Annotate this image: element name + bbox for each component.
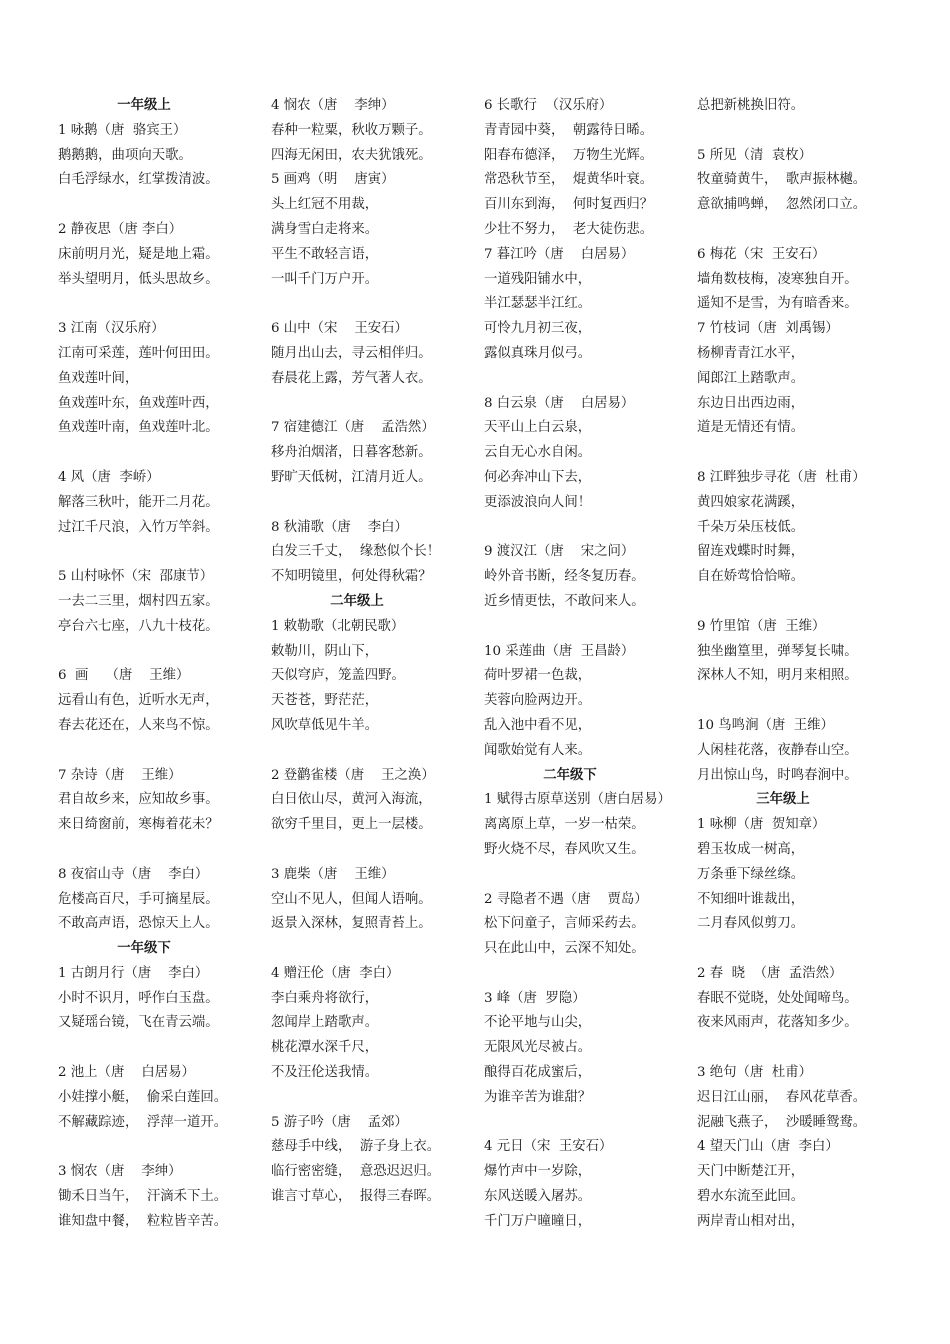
column-2 [271, 94, 481, 1210]
poem-line: 欲穷千里目，更上一层楼。 [271, 817, 432, 833]
poem-line: 迟日江山丽， 春风花草香。 [697, 1089, 867, 1105]
poem-line: 9 竹里馆（唐 王维） [697, 618, 826, 634]
poem-line: 更添波浪向人间！ [484, 494, 592, 510]
poem-line: 近乡情更怯，不敢问来人。 [484, 593, 645, 609]
poem-line: 泥融飞燕子， 沙暖睡鸳鸯。 [697, 1114, 867, 1130]
poem-line: 7 暮江吟（唐 白居易） [484, 246, 635, 262]
spacer-line [58, 838, 268, 863]
poem-line: 鱼戏莲叶南，鱼戏莲叶北。 [58, 420, 219, 436]
poem-line: 3 江南（汉乐府） [58, 321, 165, 337]
spacer-line [697, 441, 907, 466]
poem-line: 春种一粒粟，秋收万颗子。 [271, 122, 432, 138]
poem-line: 遥知不是雪，为有暗香来。 [697, 296, 858, 312]
poem-line: 杨柳青青江水平， [697, 345, 805, 361]
spacer-line [58, 292, 268, 317]
poem-line: 不解藏踪迹， 浮萍一道开。 [58, 1114, 228, 1130]
poem-line: 白发三千丈， 缘愁似个长！ [271, 544, 441, 560]
spacer-line [271, 838, 481, 863]
poem-line: 李白乘舟将欲行， [271, 990, 379, 1006]
grade-heading: 一年级上 [117, 98, 171, 113]
poem-line: 4 风（唐 李峤） [58, 469, 160, 485]
poem-line: 4 悯农（唐 李绅） [271, 98, 395, 113]
poem-line: 危楼高百尺，手可摘星辰。 [58, 891, 219, 907]
poem-line: 总把新桃换旧符。 [697, 98, 805, 113]
poem-line: 何必奔冲山下去， [484, 469, 592, 485]
poem-line: 半江瑟瑟半江红。 [484, 296, 592, 312]
poem-line: 3 绝句（唐 杜甫） [697, 1065, 813, 1081]
poem-line: 芙蓉向脸两边开。 [484, 693, 592, 709]
poem-line: 8 江畔独步寻花（唐 杜甫） [697, 469, 866, 485]
poem-line: 露似真珠月似弓。 [484, 345, 592, 361]
poem-line: 6 山中（宋 王安石） [271, 321, 408, 337]
poem-line: 4 元日（宋 王安石） [484, 1139, 613, 1155]
poem-line: 5 画鸡（明 唐寅） [271, 172, 395, 188]
poem-line: 小娃撑小艇， 偷采白莲回。 [58, 1089, 228, 1105]
poem-line: 2 登鹳雀楼（唐 王之涣） [271, 767, 435, 783]
spacer-line [697, 218, 907, 243]
poem-line: 2 池上（唐 白居易） [58, 1065, 195, 1081]
poem-line: 四海无闲田，农夫犹饿死。 [271, 147, 432, 163]
poem-line: 随月出山去，寻云相伴归。 [271, 345, 432, 361]
poem-line: 白毛浮绿水，红掌拨清波。 [58, 172, 219, 188]
spacer-line [271, 937, 481, 962]
poem-line: 床前明月光，疑是地上霜。 [58, 246, 219, 262]
poem-line: 3 峰（唐 罗隐） [484, 990, 586, 1006]
poem-line: 又疑瑶台镜，飞在青云端。 [58, 1015, 219, 1031]
poem-line: 远看山有色，近听水无声， [58, 693, 219, 709]
poem-line: 只在此山中，云深不知处。 [484, 941, 645, 957]
poem-line: 东风送暖入屠苏。 [484, 1189, 592, 1205]
poem-line: 天苍苍，野茫茫， [271, 693, 379, 709]
poem-line: 谁知盘中餐， 粒粒皆辛苦。 [58, 1213, 228, 1229]
poem-line: 过江千尺浪，入竹万竿斜。 [58, 519, 219, 535]
poem-line: 5 山村咏怀（宋 邵康节） [58, 569, 214, 585]
poem-line: 可怜九月初三夜， [484, 321, 592, 337]
poem-line: 8 夜宿山寺（唐 李白） [58, 866, 209, 882]
poem-line: 4 望天门山（唐 李白） [697, 1139, 839, 1155]
poem-line: 百川东到海， 何时复西归？ [484, 197, 654, 213]
poem-line: 平生不敢轻言语， [271, 246, 379, 262]
poem-line: 举头望明月，低头思故乡。 [58, 271, 219, 287]
poem-line: 二月春风似剪刀。 [697, 916, 805, 932]
poem-line: 返景入深林，复照青苔上。 [271, 916, 432, 932]
poem-line: 10 采莲曲（唐 王昌龄） [484, 643, 635, 659]
poem-line: 道是无情还有情。 [697, 420, 805, 436]
poem-line: 人闲桂花落，夜静春山空。 [697, 742, 858, 758]
poem-line: 不知明镜里，何处得秋霜？ [271, 569, 432, 585]
poem-line: 慈母手中线， 游子身上衣。 [271, 1139, 441, 1155]
poem-line: 6 梅花（宋 王安石） [697, 246, 826, 262]
spacer-line [484, 1111, 694, 1136]
column-3 [484, 94, 694, 1235]
poem-line: 1 敕勒歌（北朝民歌） [271, 618, 405, 634]
poem-line: 一去二三里，烟村四五家。 [58, 593, 219, 609]
poem-line: 夜来风雨声，花落知多少。 [697, 1015, 858, 1031]
spacer-line [271, 292, 481, 317]
poem-line: 不知细叶谁裁出， [697, 891, 805, 907]
poem-line: 荷叶罗裙一色裁， [484, 668, 592, 684]
poem-line: 为谁辛苦为谁甜？ [484, 1089, 592, 1105]
poem-line: 不敢高声语，恐惊天上人。 [58, 916, 219, 932]
poem-line: 岭外音书断，经冬复历春。 [484, 569, 645, 585]
spacer-line [697, 937, 907, 962]
spacer-line [58, 1036, 268, 1061]
poem-line: 谁言寸草心， 报得三春晖。 [271, 1189, 441, 1205]
spacer-line [697, 590, 907, 615]
grade-heading: 二年级下 [543, 767, 597, 783]
spacer-line [484, 367, 694, 392]
spacer-line [484, 516, 694, 541]
poem-line: 离离原上草，一岁一枯荣。 [484, 817, 645, 833]
poem-line: 牧童骑黄牛， 歌声振林樾。 [697, 172, 867, 188]
poem-line: 自在娇莺恰恰啼。 [697, 569, 805, 585]
poem-line: 深林人不知，明月来相照。 [697, 668, 858, 684]
poem-line: 2 寻隐者不遇（唐 贾岛） [484, 891, 648, 907]
poem-line: 独坐幽篁里，弹琴复长啸。 [697, 643, 858, 659]
poem-line: 松下问童子，言师采药去。 [484, 916, 645, 932]
poem-line: 野旷天低树，江清月近人。 [271, 469, 432, 485]
poem-line: 3 鹿柴（唐 王维） [271, 866, 395, 882]
spacer-line [58, 1135, 268, 1160]
poem-line: 锄禾日当午， 汗滴禾下土。 [58, 1189, 228, 1205]
poem-line: 青青园中葵， 朝露待日晞。 [484, 122, 654, 138]
poem-line: 亭台六七座，八九十枝花。 [58, 618, 219, 634]
poem-line: 闻郎江上踏歌声。 [697, 370, 805, 386]
poem-line: 满身雪白走将来。 [271, 221, 379, 237]
poem-line: 忽闻岸上踏歌声。 [271, 1015, 379, 1031]
grade-heading: 二年级上 [330, 593, 384, 609]
poem-line: 解落三秋叶，能开二月花。 [58, 494, 219, 510]
poem-line: 无限风光尽被占。 [484, 1040, 592, 1056]
poem-line: 5 所见（清 袁枚） [697, 147, 813, 163]
poem-line: 鹅鹅鹅，曲项向天歌。 [58, 147, 192, 163]
spacer-line [484, 615, 694, 640]
poem-line: 不论平地与山尖， [484, 1015, 592, 1031]
poem-line: 东边日出西边雨， [697, 395, 805, 411]
poem-line: 闻歌始觉有人来。 [484, 742, 592, 758]
poem-line: 月出惊山鸟，时鸣春涧中。 [697, 767, 858, 783]
poem-line: 千朵万朵压枝低。 [697, 519, 805, 535]
spacer-line [271, 1086, 481, 1111]
poem-line: 1 咏鹅（唐 骆宾王） [58, 122, 187, 138]
poem-line: 常恐秋节至， 焜黄华叶衰。 [484, 172, 654, 188]
spacer-line [271, 491, 481, 516]
poem-line: 阳春布德泽， 万物生光辉。 [484, 147, 654, 163]
poem-line: 4 赠汪伦（唐 李白） [271, 965, 400, 981]
poem-line: 春晨花上露，芳气著人衣。 [271, 370, 432, 386]
poem-line: 临行密密缝， 意恐迟迟归。 [271, 1164, 441, 1180]
poem-line: 9 渡汉江（唐 宋之问） [484, 544, 635, 560]
poem-line: 风吹草低见牛羊。 [271, 717, 379, 733]
poem-line: 1 咏柳（唐 贺知章） [697, 817, 826, 833]
spacer-line [271, 392, 481, 417]
spacer-line [271, 739, 481, 764]
spacer-line [58, 193, 268, 218]
poem-line: 碧玉妆成一树高， [697, 841, 805, 857]
grade-heading: 一年级下 [117, 941, 171, 957]
spacer-line [697, 119, 907, 144]
poem-line: 2 静夜思（唐 李白） [58, 221, 183, 237]
poem-line: 7 宿建德江（唐 孟浩然） [271, 420, 435, 436]
poem-line: 春眠不觉晓，处处闻啼鸟。 [697, 990, 858, 1006]
spacer-line [697, 1036, 907, 1061]
poem-line: 白日依山尽，黄河入海流， [271, 792, 432, 808]
grade-heading: 三年级上 [756, 792, 810, 808]
poem-line: 鱼戏莲叶间， [58, 370, 139, 386]
poem-line: 8 白云泉（唐 白居易） [484, 395, 635, 411]
spacer-line [484, 863, 694, 888]
poem-line: 爆竹声中一岁除， [484, 1164, 592, 1180]
poem-line: 8 秋浦歌（唐 李白） [271, 519, 408, 535]
poem-line: 千门万户曈曈日， [484, 1213, 592, 1229]
poem-line: 留连戏蝶时时舞， [697, 544, 805, 560]
poem-line: 6 画 （唐 王维） [58, 668, 190, 684]
poem-line: 春去花还在，人来鸟不惊。 [58, 717, 219, 733]
poem-line: 移舟泊烟渚，日暮客愁新。 [271, 445, 432, 461]
poem-line: 小时不识月，呼作白玉盘。 [58, 990, 219, 1006]
column-1 [58, 94, 268, 1235]
poem-line: 6 长歌行 （汉乐府） [484, 98, 613, 113]
poem-line: 两岸青山相对出， [697, 1213, 805, 1229]
poem-line: 天平山上白云泉， [484, 420, 592, 436]
poem-line: 墙角数枝梅，凌寒独自开。 [697, 271, 858, 287]
poem-line: 3 悯农（唐 李绅） [58, 1164, 182, 1180]
poem-line: 10 鸟鸣涧（唐 王维） [697, 717, 834, 733]
poem-line: 5 游子吟（唐 孟郊） [271, 1114, 408, 1130]
spacer-line [58, 441, 268, 466]
poem-line: 1 古朗月行（唐 李白） [58, 965, 209, 981]
column-4 [697, 94, 907, 1235]
poem-line: 江南可采莲，莲叶何田田。 [58, 345, 219, 361]
poem-line: 7 竹枝词（唐 刘禹锡） [697, 321, 839, 337]
spacer-line [58, 540, 268, 565]
poem-line: 空山不见人，但闻人语响。 [271, 891, 432, 907]
poem-line: 野火烧不尽，春风吹又生。 [484, 841, 645, 857]
poem-line: 1 赋得古原草送别（唐白居易） [484, 792, 671, 808]
poem-line: 少壮不努力， 老大徒伤悲。 [484, 221, 654, 237]
poem-line: 一叫千门万户开。 [271, 271, 379, 287]
spacer-line [697, 689, 907, 714]
poem-line: 头上红冠不用裁， [271, 197, 379, 213]
spacer-line [58, 640, 268, 665]
poem-line: 黄四娘家花满蹊， [697, 494, 805, 510]
poem-line: 敕勒川，阴山下， [271, 643, 379, 659]
poem-line: 2 春 晓 （唐 孟浩然） [697, 965, 843, 981]
poem-line: 天似穹庐，笼盖四野。 [271, 668, 405, 684]
poem-line: 7 杂诗（唐 王维） [58, 767, 182, 783]
poem-line: 来日绮窗前，寒梅着花未？ [58, 817, 219, 833]
poem-line: 云自无心水自闲。 [484, 445, 592, 461]
poem-line: 酿得百花成蜜后， [484, 1065, 592, 1081]
poem-line: 鱼戏莲叶东，鱼戏莲叶西， [58, 395, 219, 411]
poem-line: 不及汪伦送我情。 [271, 1065, 379, 1081]
poem-line: 碧水东流至此回。 [697, 1189, 805, 1205]
spacer-line [58, 739, 268, 764]
poem-line: 桃花潭水深千尺， [271, 1040, 379, 1056]
poem-line: 一道残阳铺水中， [484, 271, 592, 287]
spacer-line [484, 962, 694, 987]
poem-line: 君自故乡来，应知故乡事。 [58, 792, 219, 808]
poem-line: 万条垂下绿丝绦。 [697, 866, 805, 882]
poem-line: 乱入池中看不见， [484, 717, 592, 733]
poem-line: 意欲捕鸣蝉， 忽然闭口立。 [697, 197, 867, 213]
poem-line: 天门中断楚江开， [697, 1164, 805, 1180]
